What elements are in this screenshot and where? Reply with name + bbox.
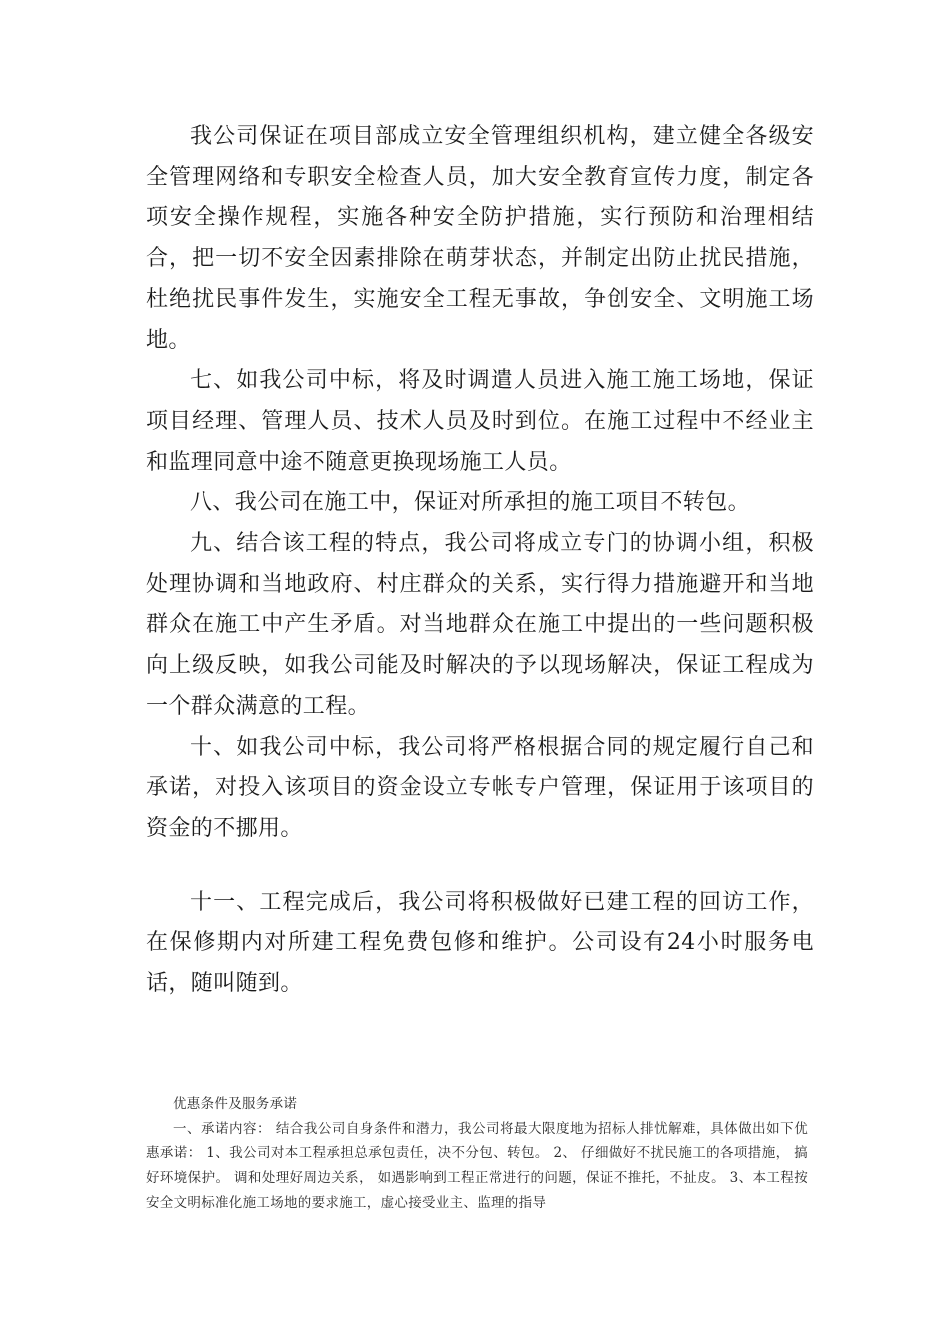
paragraph-spacer	[146, 850, 814, 883]
section-body: 一、承诺内容： 结合我公司自身条件和潜力，我公司将最大限度地为招标人排忧解难，具体做出如下优惠承诺： 1、我公司对本工程承担总承包责任，决不分包、转包。 2、 仔细做好不扰民施工的各项措施， 搞好环境保护。 调和处理好周边关系， 如遇影响到工程正常进行的问题，保证不推托，不扯皮。 3、本工程按安全文明标准化施工场地的要求施工，虚心接受业主、监理的指导	[146, 1120, 808, 1211]
section-title: 优惠条件及服务承诺	[173, 1096, 298, 1112]
paragraph-9: 九、结合该工程的特点，我公司将成立专门的协调小组，积极处理协调和当地政府、村庄群众的关系，实行得力措施避开和当地群众在施工中产生矛盾。对当地群众在施工中提出的一些问题积极向上级反映，如我公司能及时解决的予以现场解决，保证工程成为一个群众满意的工程。	[146, 531, 814, 719]
paragraph-safety: 我公司保证在项目部成立安全管理组织机构，建立健全各级安全管理网络和专职安全检查人员，加大安全教育宣传力度，制定各项安全操作规程，实施各种安全防护措施，实行预防和治理相结合，把一切不安全因素排除在萌芽状态，并制定出防止扰民措施，杜绝扰民事件发生，实施安全工程无事故，争创安全、文明施工场地。	[146, 124, 814, 353]
paragraph-11: 十一、工程完成后，我公司将积极做好已建工程的回访工作，在保修期内对所建工程免费包修和维护。公司设有24小时服务电话，随叫随到。	[146, 889, 814, 997]
paragraph-8: 八、我公司在施工中，保证对所承担的施工项目不转包。	[190, 490, 751, 516]
paragraph-7: 七、如我公司中标，将及时调遣人员进入施工施工场地，保证项目经理、管理人员、技术人员及时到位。在施工过程中不经业主和监理同意中途不随意更换现场施工人员。	[146, 368, 814, 475]
service-commitment-section	[146, 1092, 808, 1216]
main-text	[146, 117, 814, 1005]
paragraph-10: 十、如我公司中标，我公司将严格根据合同的规定履行自己和承诺，对投入该项目的资金设立专帐专户管理，保证用于该项目的资金的不挪用。	[146, 734, 814, 841]
